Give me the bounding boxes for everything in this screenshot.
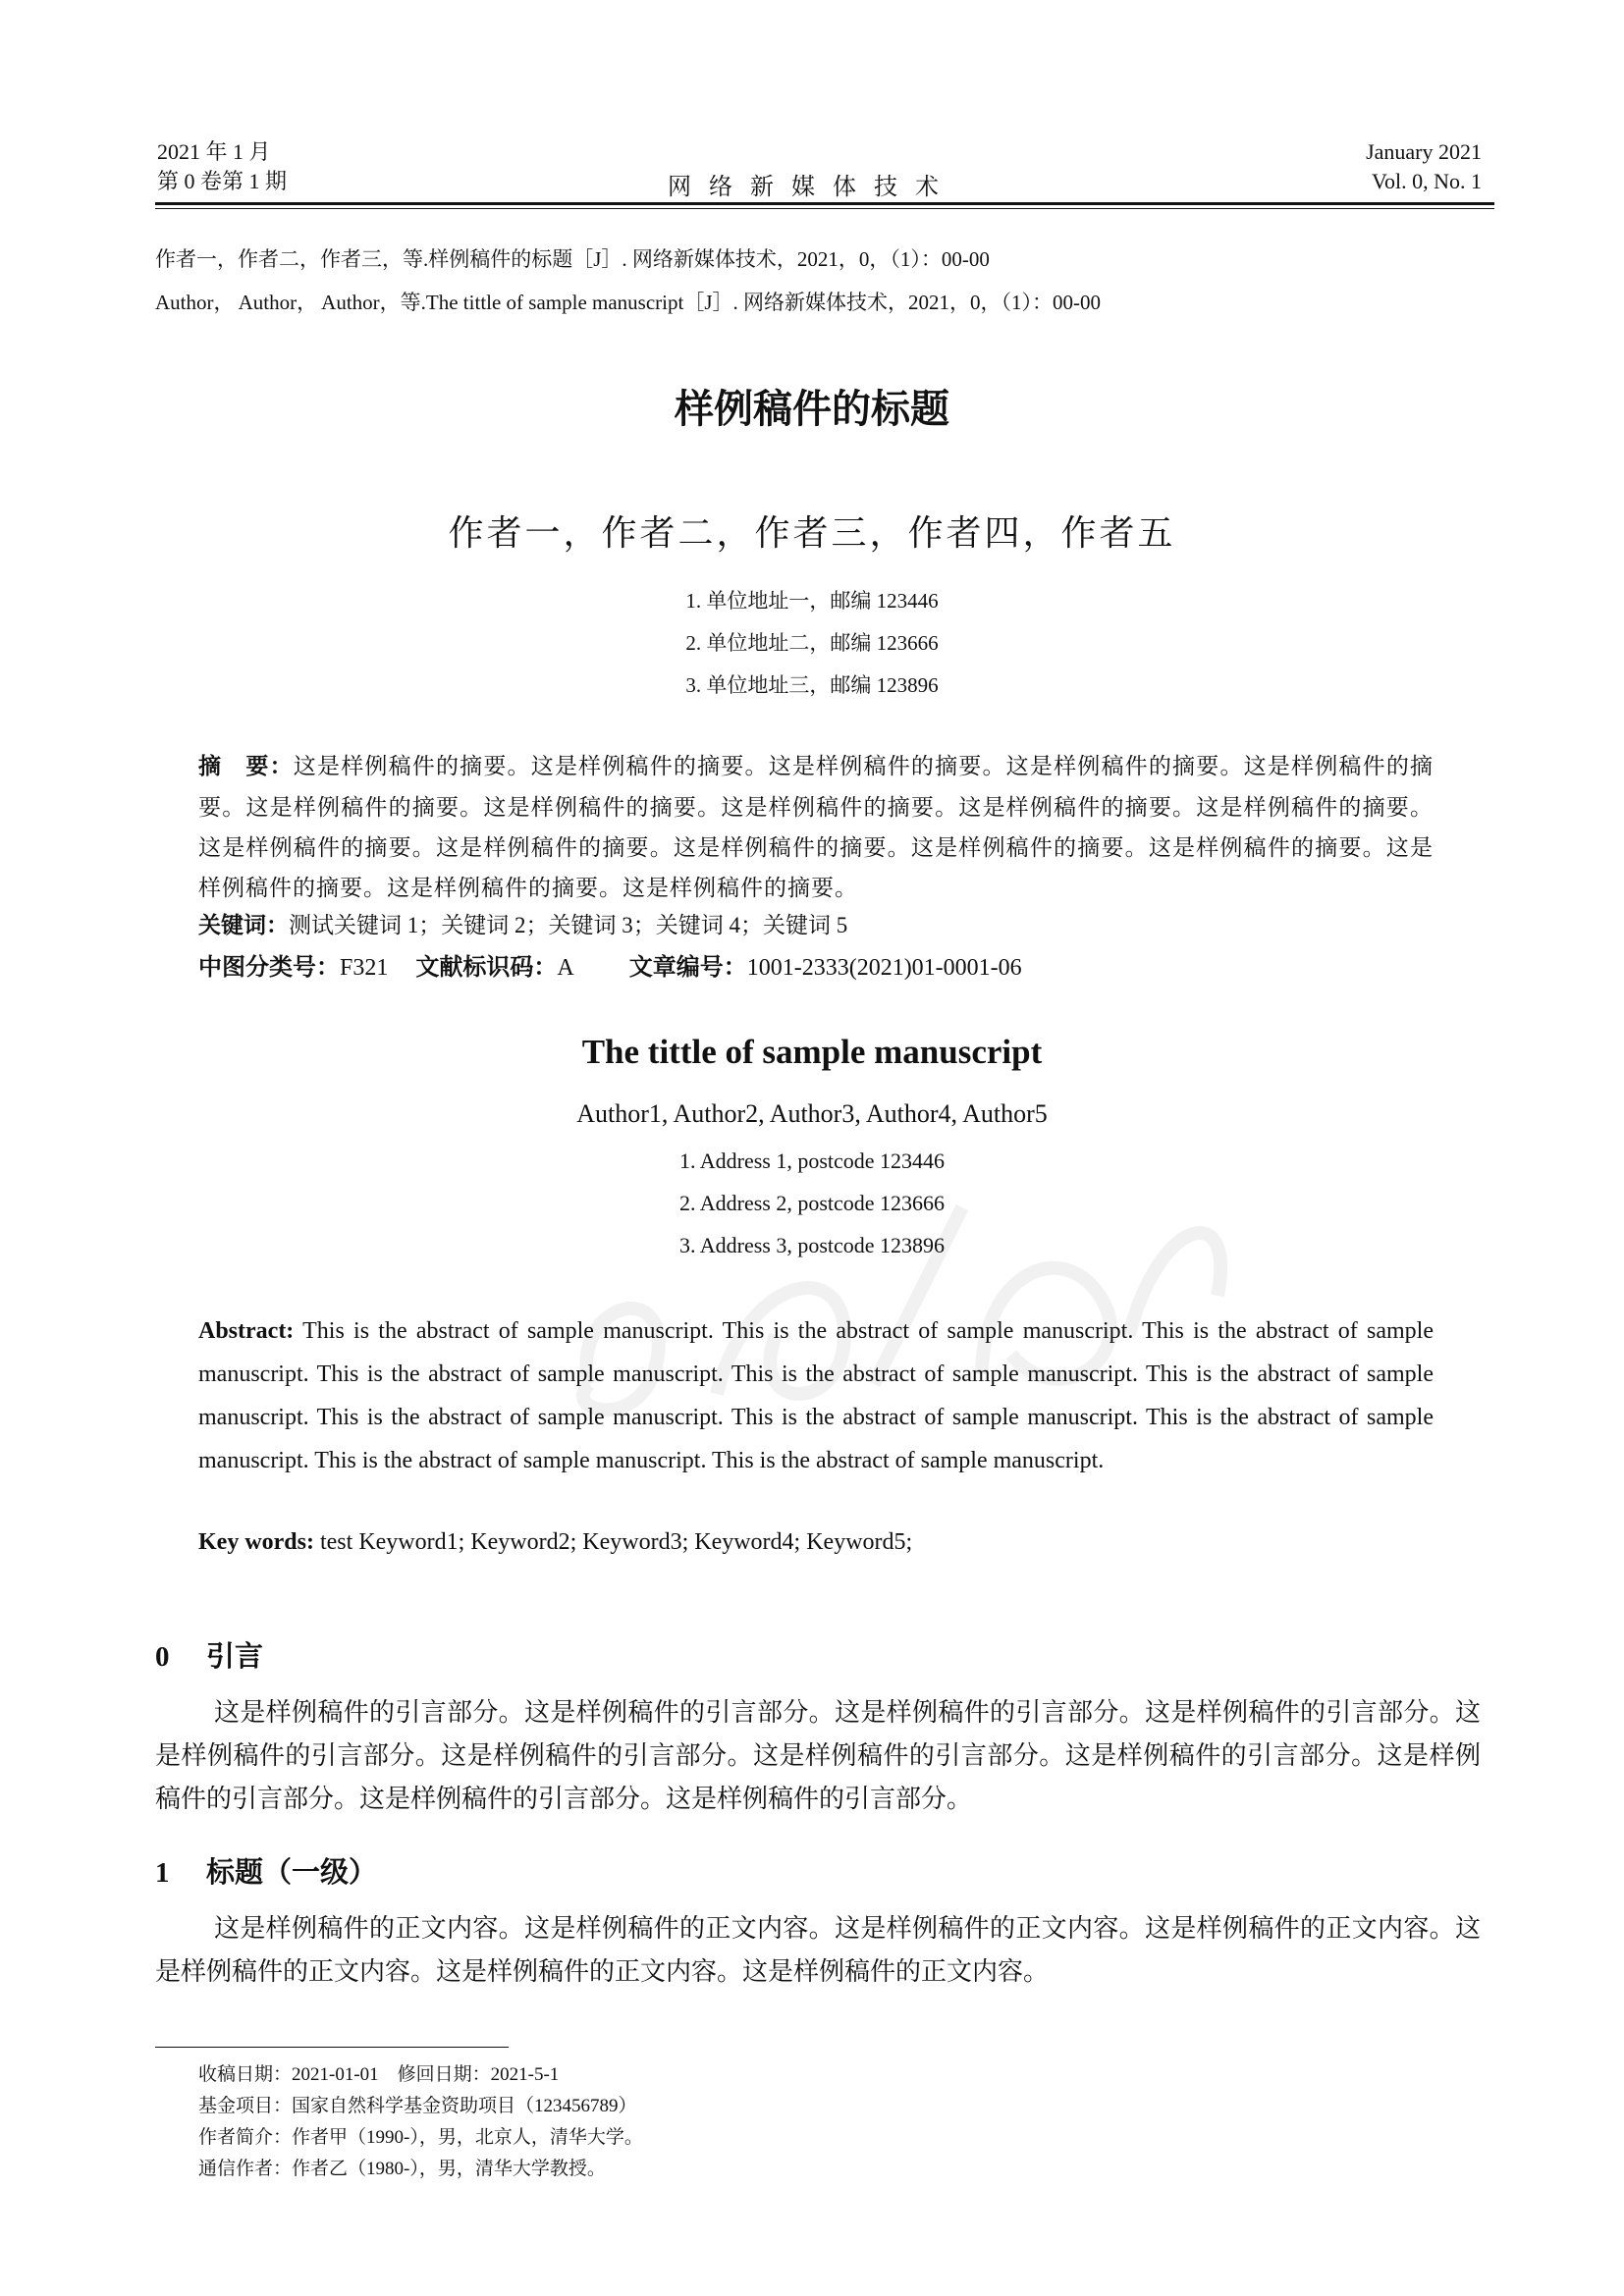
- page-title-en: The tittle of sample manuscript: [581, 1033, 1043, 1071]
- header-volume-en: Vol. 0, No. 1: [1371, 169, 1482, 193]
- header-date-cn: 2021 年 1 月: [157, 139, 271, 164]
- footnote-funding: 基金项目：国家自然科学基金资助项目（123456789）: [198, 2096, 637, 2116]
- section-heading-0: [155, 1634, 263, 1675]
- citation-en: Author， Author， Author，等.The tittle of sample manuscript［J］. 网络新媒体技术，2021，0，（1）：00-00: [155, 291, 1102, 314]
- doc-code-label: 文献标识码：: [415, 953, 558, 981]
- header-rule-thick: [155, 202, 1494, 205]
- keywords-cn: [198, 907, 847, 939]
- keywords-cn-label: 关键词：: [198, 913, 289, 938]
- section-title: 标题（一级）: [206, 1855, 378, 1889]
- page-title-cn: 样例稿件的标题: [675, 387, 949, 432]
- abstract-en-text: This is the abstract of sample manuscript. This is the abstract of sample manuscript. This is the abstract of sample manuscript. This is the abstract of sample manuscript. This is the abstract of sample manuscript. This is the abstract of sample manuscript. This is the abstract of sample manuscript. This is the abstract of sample manuscript. This is the abstract of sample manuscript. This is the abstract of sample manuscript. This is the abstract of sample manuscript.: [198, 1318, 1434, 1473]
- footnote-rule: [155, 2047, 509, 2048]
- section-number: 1: [155, 1857, 170, 1889]
- section-body-0: 这是样例稿件的引言部分。这是样例稿件的引言部分。这是样例稿件的引言部分。这是样例稿件的引言部分。这是样例稿件的引言部分。这是样例稿件的引言部分。这是样例稿件的引言部分。这是样例稿件的引言部分。这是样例稿件的引言部分。这是样例稿件的引言部分。这是样例稿件的引言部分。: [155, 1698, 1481, 1813]
- abstract-cn-text: 这是样例稿件的摘要。这是样例稿件的摘要。这是样例稿件的摘要。这是样例稿件的摘要。这是样例稿件的摘要。这是样例稿件的摘要。这是样例稿件的摘要。这是样例稿件的摘要。这是样例稿件的摘要。这是样例稿件的摘要。这是样例稿件的摘要。这是样例稿件的摘要。这是样例稿件的摘要。这是样例稿件的摘要。这是样例稿件的摘要。这是样例稿件的摘要。这是样例稿件的摘要。这是样例稿件的摘要。: [198, 754, 1435, 900]
- doc-code-value: A: [557, 955, 574, 981]
- article-no-value: 1001-2333(2021)01-0001-06: [746, 955, 1022, 981]
- abstract-en-label: Abstract:: [198, 1318, 295, 1344]
- address-en-2: 2. Address 2, postcode 123666: [678, 1191, 946, 1215]
- clc-label: 中图分类号：: [198, 953, 340, 981]
- section-body-1: 这是样例稿件的正文内容。这是样例稿件的正文内容。这是样例稿件的正文内容。这是样例稿件的正文内容。这是样例稿件的正文内容。这是样例稿件的正文内容。这是样例稿件的正文内容。: [155, 1914, 1481, 1986]
- header-date-en: January 2021: [1366, 139, 1482, 164]
- citation-cn: 作者一，作者二，作者三，等.样例稿件的标题［J］. 网络新媒体技术，2021，0，（1）：00-00: [155, 247, 990, 271]
- footnote-received: 收稿日期：2021-01-01 修回日期：2021-5-1: [198, 2064, 560, 2085]
- clc-value: F321: [340, 955, 389, 981]
- keywords-cn-text: 测试关键词 1；关键词 2；关键词 3；关键词 4；关键词 5: [289, 913, 848, 937]
- authors-cn: 作者一，作者二，作者三，作者四，作者五: [448, 513, 1176, 553]
- journal-header-right: [1366, 137, 1482, 196]
- abstract-en: [198, 1309, 1434, 1482]
- footnote-corresponding: 通信作者：作者乙（1980-），男，清华大学教授。: [198, 2159, 606, 2179]
- article-no-label: 文章编号：: [628, 953, 747, 981]
- address-en-1: 1. Address 1, postcode 123446: [678, 1148, 946, 1173]
- journal-name: 网络新媒体技术: [668, 175, 956, 200]
- header-rule-thin: [155, 208, 1494, 209]
- section-heading-1: [155, 1850, 377, 1891]
- section-number: 0: [155, 1641, 170, 1673]
- address-en-3: 3. Address 3, postcode 123896: [678, 1233, 946, 1257]
- header-volume-cn: 第 0 卷第 1 期: [157, 169, 288, 193]
- abstract-cn: [198, 746, 1434, 908]
- address-cn-1: 1. 单位地址一，邮编 123446: [685, 589, 939, 613]
- abstract-cn-label: 摘 要：: [198, 754, 294, 779]
- keywords-en-label: Key words:: [198, 1529, 314, 1555]
- keywords-en: [198, 1529, 912, 1556]
- classification-line: [198, 947, 1022, 982]
- section-title: 引言: [206, 1639, 264, 1673]
- keywords-en-text: test Keyword1; Keyword2; Keyword3; Keyword4; Keyword5;: [319, 1529, 913, 1555]
- address-cn-3: 3. 单位地址三，邮编 123896: [685, 673, 939, 697]
- footnote-author-bio: 作者简介：作者甲（1990-），男，北京人，清华大学。: [198, 2127, 643, 2148]
- address-cn-2: 2. 单位地址二，邮编 123666: [685, 631, 939, 655]
- authors-en: Author1, Author2, Author3, Author4, Author5: [576, 1099, 1048, 1128]
